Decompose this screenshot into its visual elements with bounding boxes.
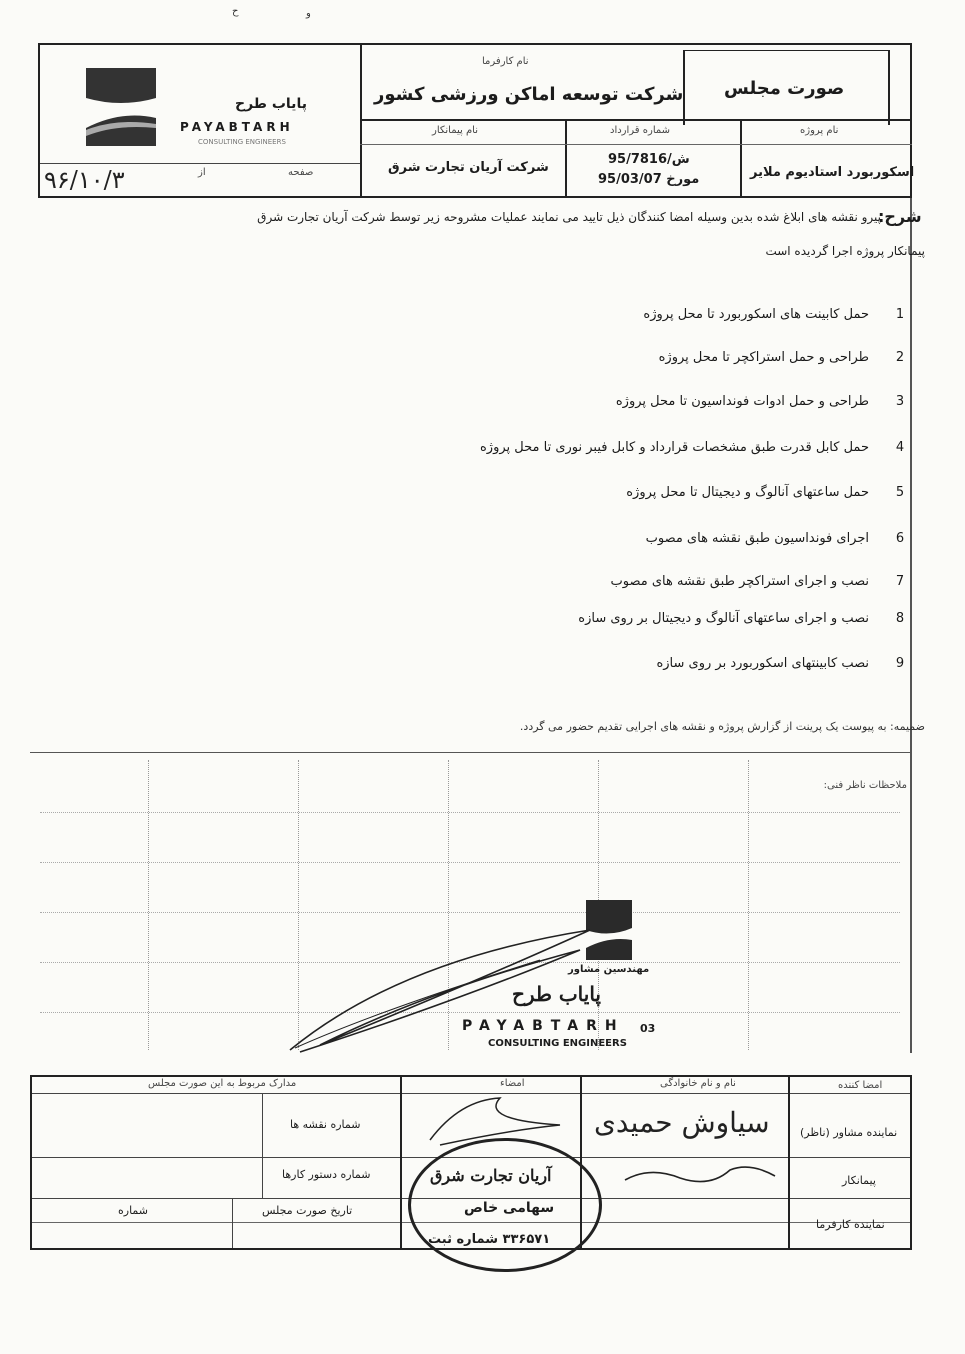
logo-brand-fa: پایاب طرح xyxy=(235,96,307,112)
stamp-line2: پایاب طرح xyxy=(512,982,601,1006)
list-item: 9نصب کابینتهای اسکوربورد بر روی سازه xyxy=(656,656,905,671)
role-contractor: پیمانکار xyxy=(842,1174,876,1187)
logo-brand-en: PAYABTARH xyxy=(180,120,294,134)
contract-no: ش/95/7816 xyxy=(608,152,690,167)
project-label: نام پروژه xyxy=(800,125,839,136)
list-item: 5حمل ساعتهای آنالوگ و دیجیتال تا محل پروژه xyxy=(626,485,905,500)
name-header: نام و نام خانوادگی xyxy=(660,1078,736,1089)
number-label: شماره xyxy=(118,1204,149,1217)
attachment-note: ضمیمه: به پیوست یک پرینت از گزارش پروژه و نقشه های اجرایی تقدیم حضور می گردد. xyxy=(519,720,925,733)
project-name: اسکوربورد استادیوم ملایر xyxy=(750,165,915,180)
list-item: 7نصب و اجرای استراکچر طبق نقشه های مصوب xyxy=(610,574,905,589)
company-stamp-line3: ۳۳۶۵۷۱ شماره ثبت xyxy=(428,1232,551,1247)
doc-drawing-numbers: شماره نقشه ها xyxy=(290,1118,361,1131)
contractor-label: نام پیمانکار xyxy=(432,125,479,136)
description-intro-line1: پیرو نقشه های ابلاغ شده بدین وسیله امضا کنندگان ذیل تایید می نمایند عملیات مشروحه زیر توسط شرکت آریان تجارت شرق xyxy=(257,210,881,224)
signature-scribble xyxy=(280,920,600,1060)
company-stamp-line1: آریان تجارت شرق xyxy=(430,1166,552,1185)
logo-subtitle: CONSULTING ENGINEERS xyxy=(198,138,286,146)
stamp-line3: PAYABTARH xyxy=(462,1018,625,1034)
contractor-signature-scribble xyxy=(620,1158,780,1190)
contractor-name: شرکت آریان تجارت شرق xyxy=(388,160,549,175)
contract-date: مورخ 95/03/07 xyxy=(598,172,700,187)
role-consultant: نماینده مشاور (ناظر) xyxy=(800,1126,898,1139)
stamp-suffix: 03 xyxy=(640,1022,656,1035)
handwritten-page-number: ۹۶/۱۰/۳ xyxy=(44,166,125,194)
doc-minutes-date: تاریخ صورت مجلس xyxy=(262,1204,353,1217)
document-title: صورت مجلس xyxy=(724,78,845,99)
description-intro-line2: پیمانکار پروژه اجرا گردیده است xyxy=(765,244,925,258)
list-item: 6اجرای فونداسیون طبق نقشه های مصوب xyxy=(645,531,905,546)
contract-no-label: شماره قرارداد xyxy=(610,125,671,136)
list-item: 8نصب و اجرای ساعتهای آنالوگ و دیجیتال بر روی سازه xyxy=(578,611,905,626)
company-logo xyxy=(86,68,156,146)
observations-label: ملاحظات ناظر فنی: xyxy=(823,780,907,791)
signers-header: امضا کننده xyxy=(838,1080,883,1091)
company-stamp-line2: سهامی خاص xyxy=(464,1200,555,1216)
stamp-line4: CONSULTING ENGINEERS xyxy=(488,1038,627,1049)
role-employer: نماینده کارفرما xyxy=(816,1218,885,1231)
corner-mark: و xyxy=(306,8,311,19)
of-label: از xyxy=(198,167,206,178)
list-item: 1حمل کابینت های اسکوربورد تا محل پروژه xyxy=(643,307,905,322)
employer-name: شرکت توسعه اماکن ورزشی کشور xyxy=(374,84,684,105)
list-item: 3طراحی و حمل ادوات فونداسیون تا محل پروژه xyxy=(615,394,905,409)
doc-work-orders: شماره دستور کارها xyxy=(282,1168,371,1181)
description-label: شرح: xyxy=(878,207,922,226)
stamp-line1: مهندسین مشاور xyxy=(568,964,650,975)
employer-label: نام کارفرما xyxy=(482,56,529,67)
signature-header: امضاء xyxy=(500,1078,525,1089)
corner-mark: ح xyxy=(232,6,239,17)
list-item: 2طراحی و حمل استراکچر تا محل پروژه xyxy=(658,350,905,365)
list-item: 4حمل کابل قدرت طبق مشخصات قرارداد و کابل فیبر نوری تا محل پروژه xyxy=(479,440,905,455)
page-label: صفحه xyxy=(288,167,314,178)
handwritten-signature: سیاوش حمیدی xyxy=(594,1106,770,1139)
docs-header: مدارک مربوط به این صورت مجلس xyxy=(148,1078,297,1089)
